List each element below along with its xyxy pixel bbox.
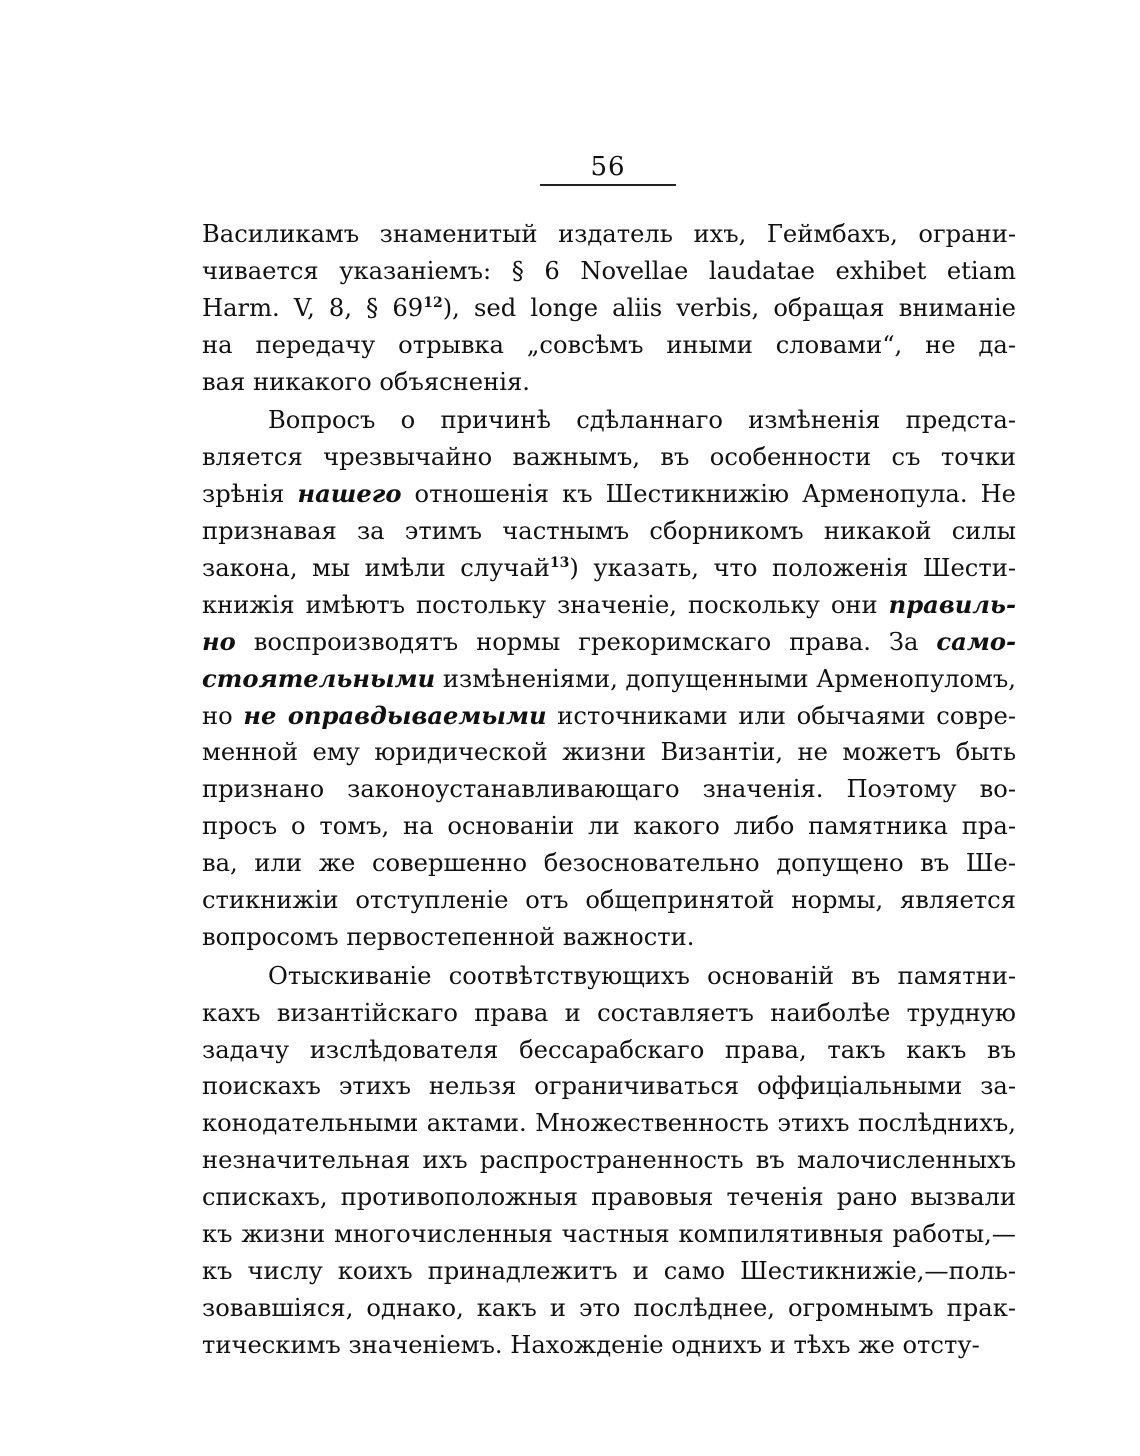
text-segment: Василикамъ знаменитый издатель ихъ, Геймбахъ, ограни- bbox=[202, 220, 1016, 248]
paragraph bbox=[202, 402, 1016, 955]
emphasized-text: но bbox=[202, 626, 236, 656]
text-line bbox=[202, 919, 1016, 956]
text-segment: незначительная ихъ распространенность въ малочисленныхъ bbox=[202, 1146, 1016, 1175]
text-segment: стикнижіи отступленіе отъ общепринятой нормы, является bbox=[202, 886, 1016, 915]
text-line bbox=[202, 1179, 1016, 1216]
text-line bbox=[202, 624, 1016, 661]
text-segment: вопросомъ первостепенной важности. bbox=[202, 922, 695, 951]
text-line bbox=[202, 253, 1016, 290]
footnote-reference: 12 bbox=[423, 294, 443, 311]
text-line bbox=[202, 661, 1016, 698]
text-line bbox=[202, 698, 1016, 735]
text-line bbox=[202, 1216, 1016, 1253]
text-segment: воспроизводятъ нормы грекоримскаго права. За bbox=[235, 627, 937, 656]
text-segment: спискахъ, противоположныя правовыя теченія рано вызвали bbox=[202, 1183, 1016, 1212]
text-line bbox=[202, 216, 1016, 253]
text-line bbox=[202, 1105, 1016, 1142]
paragraph bbox=[202, 958, 1016, 1364]
text-segment: задачу изслѣдователя бессарабскаго права, такъ какъ въ bbox=[202, 1035, 1016, 1064]
text-segment: ) указать, что положенія Шести- bbox=[569, 554, 1016, 583]
emphasized-text: само- bbox=[936, 626, 1016, 656]
text-line bbox=[202, 882, 1016, 919]
page-number: 56 bbox=[590, 152, 626, 182]
text-segment: менной ему юридической жизни Византіи, не можетъ быть bbox=[202, 738, 1016, 767]
text-line bbox=[202, 734, 1016, 771]
text-segment: просъ о томъ, на основаніи ли какого либо памятника пра- bbox=[202, 812, 1016, 841]
text-segment: источниками или обычаями совре- bbox=[546, 701, 1016, 730]
text-segment: измѣненіями, допущенными Арменопуломъ, bbox=[435, 664, 1016, 693]
text-line bbox=[202, 439, 1016, 476]
text-segment: къ жизни многочисленныя частныя компилятивныя работы,— bbox=[202, 1220, 1016, 1249]
text-segment: ), sed longe aliis verbis, обращая вниманіе bbox=[442, 293, 1016, 322]
body-text bbox=[202, 216, 1016, 1366]
text-segment: кахъ византійскаго права и составляетъ наиболѣе трудную bbox=[202, 998, 1016, 1027]
text-segment: признано законоустанавливающаго значенія. Поэтому во- bbox=[202, 775, 1016, 804]
text-line bbox=[202, 808, 1016, 845]
text-line bbox=[202, 1253, 1016, 1290]
text-line bbox=[202, 995, 1016, 1032]
text-line bbox=[202, 290, 1016, 327]
text-segment: ва, или же совершенно безосновательно допущено въ Ше- bbox=[202, 849, 1016, 878]
text-segment: зрѣнія bbox=[202, 480, 298, 509]
text-line bbox=[202, 1068, 1016, 1105]
text-segment: конодательными актами. Множественность этихъ послѣднихъ, bbox=[202, 1109, 1016, 1138]
text-segment: чивается указаніемъ: § 6 Novellae laudatae exhibet etiam bbox=[202, 256, 1016, 285]
paragraph bbox=[202, 216, 1016, 400]
text-segment: вляется чрезвычайно важнымъ, въ особенности съ точки bbox=[202, 443, 1016, 472]
text-segment: поискахъ этихъ нельзя ограничиваться оффиціальными за- bbox=[202, 1072, 1016, 1101]
text-segment: вая никакого объясненія. bbox=[202, 367, 530, 396]
text-segment: но bbox=[202, 701, 244, 730]
emphasized-text: нашего bbox=[297, 479, 402, 509]
emphasized-text: правиль- bbox=[888, 589, 1016, 619]
footnote-reference: 13 bbox=[549, 555, 570, 572]
text-line bbox=[202, 364, 1016, 401]
text-segment: книжія имѣютъ постольку значеніе, поскольку они bbox=[202, 590, 889, 619]
text-line bbox=[202, 587, 1016, 624]
page-number-rule bbox=[540, 184, 676, 186]
text-line bbox=[202, 327, 1016, 364]
text-segment: зовавшіяся, однако, какъ и это послѣднее, огромнымъ прак- bbox=[202, 1293, 1016, 1322]
text-line bbox=[202, 1327, 1016, 1364]
text-line bbox=[202, 845, 1016, 882]
text-segment: закона, мы имѣли случай bbox=[202, 554, 550, 583]
text-line bbox=[202, 550, 1016, 587]
emphasized-text: не оправдываемыми bbox=[243, 700, 547, 730]
text-segment: признавая за этимъ частнымъ сборникомъ никакой силы bbox=[202, 517, 1016, 546]
text-line bbox=[202, 1032, 1016, 1069]
text-line bbox=[202, 513, 1016, 550]
emphasized-text: стоятельными bbox=[202, 663, 436, 693]
text-segment: къ числу коихъ принадлежитъ и само Шестикнижіе,—поль- bbox=[202, 1256, 1016, 1285]
text-segment: тическимъ значеніемъ. Нахожденіе однихъ и тѣхъ же отсту- bbox=[202, 1330, 980, 1359]
text-segment: Вопросъ о причинѣ сдѣланнаго измѣненія предста- bbox=[268, 406, 1016, 435]
text-line bbox=[202, 1142, 1016, 1179]
text-line bbox=[202, 771, 1016, 808]
text-line bbox=[202, 958, 1016, 995]
text-segment: отношенія къ Шестикнижію Арменопула. Не bbox=[401, 480, 1016, 509]
text-line bbox=[202, 476, 1016, 513]
text-line bbox=[202, 1290, 1016, 1327]
text-line bbox=[202, 402, 1016, 439]
text-segment: Harm. V, 8, § 69 bbox=[202, 293, 424, 322]
text-segment: Отыскиваніе соотвѣтствующихъ основаній въ памятни- bbox=[268, 961, 1016, 990]
text-segment: на передачу отрывка „совсѣмъ иными словами“, не да- bbox=[202, 330, 1016, 359]
